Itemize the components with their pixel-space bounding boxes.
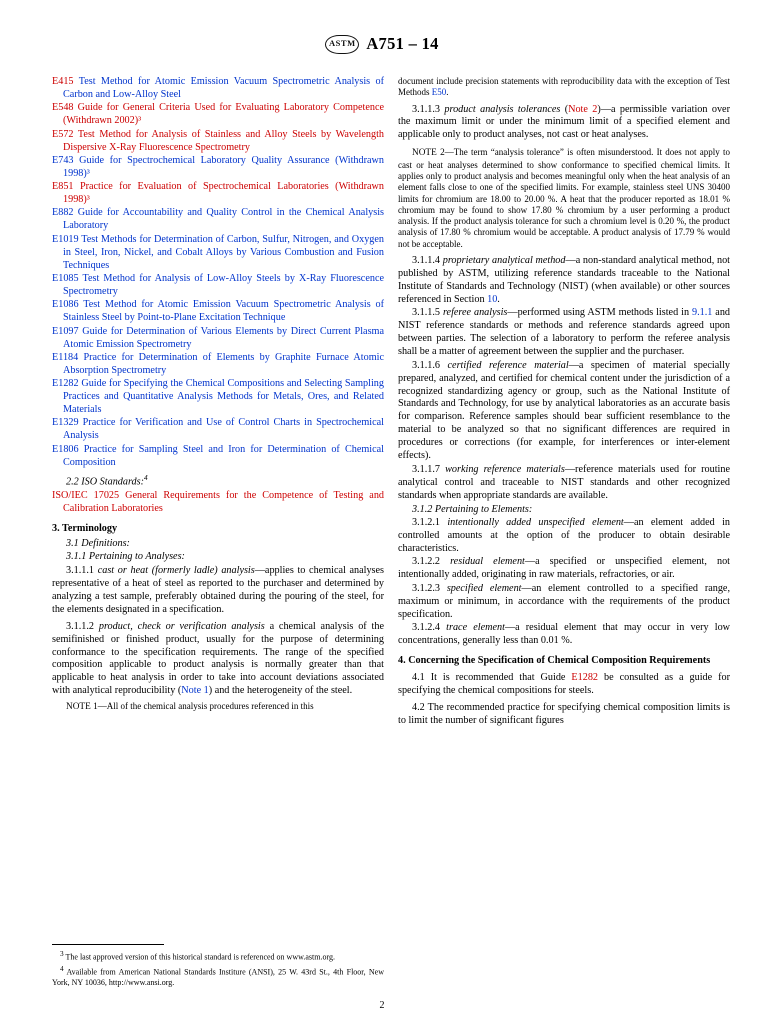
reference-title: Practice for Determination of Elements by Graphite Furnace Atomic Absorption Spectrometry [63, 351, 384, 376]
reference-id[interactable]: E572 [52, 128, 74, 140]
reference-id[interactable]: E548 [52, 102, 74, 114]
paragraph-text-end: ) and the heterogeneity of the steel. [208, 685, 353, 697]
footnote-item [52, 949, 384, 963]
footnote-text: Available from American National Standards Institure (ANSI), 25 W. 43rd St., 4th Floor, New York, NY 10036, http://www.ansi.org. [52, 967, 384, 988]
reference-item[interactable] [52, 299, 384, 325]
reference-title: Guide for General Criteria Used for Evaluating Laboratory Competence (Withdrawn 2002)³ [63, 102, 384, 127]
reference-item[interactable] [52, 207, 384, 233]
paragraph-3-1-1-1 [52, 565, 384, 617]
reference-id[interactable]: E1019 [52, 233, 79, 245]
note-1-continued [398, 76, 730, 99]
defined-term: certified reference material [447, 359, 569, 371]
paragraph-text: —an element controlled to a specified range, maximum or minimum, in accordance with the requirements of the product specification. [398, 582, 730, 620]
paragraph-3-1-2-2 [398, 556, 730, 582]
note-continued-text: document include precision statements with reproducibility data with the exception of Test Methods [398, 76, 730, 98]
note-2 [398, 147, 730, 250]
note-cross-reference[interactable]: Note 1 [181, 685, 209, 697]
reference-title: Practice for Evaluation of Spectrochemical Laboratories (Withdrawn 1998)³ [63, 181, 384, 206]
reference-item[interactable] [52, 378, 384, 417]
footnote-marker: 4 [60, 964, 64, 974]
paragraph-3-1-1-7 [398, 464, 730, 503]
footnote-text: The last approved version of this historical standard is referenced on www.astm.org. [63, 952, 335, 962]
paragraph-text: —performed using ASTM methods listed in [507, 307, 692, 319]
paragraph-text: —a non-standard analytical method, not published by ASTM, utilizing reference standards traceable to the National Institute of Standards and Technology (NIST) (when available) or other sources referenced in Section [398, 254, 730, 305]
paragraph-text: a chemical analysis of the semifinished or finished product, usually for the purpose of determining conformance to the specification requirements. The range of the specified composition applicable to product analysis is normally greater than that applicable to heat analysis in order to take into account deviations associated with analytical reproducibility ( [52, 620, 384, 697]
reference-id[interactable]: E1184 [52, 351, 79, 363]
reference-title: Guide for Spectrochemical Laboratory Quality Assurance (Withdrawn 1998)³ [63, 154, 384, 179]
reference-id[interactable]: E851 [52, 181, 74, 193]
paragraph-3-1-1-4 [398, 255, 730, 307]
reference-id[interactable]: E1282 [52, 378, 79, 390]
page-number: 2 [379, 1000, 385, 1011]
paragraph-3-1-1-5 [398, 307, 730, 359]
footnote-rule [52, 944, 164, 945]
defined-term: cast or heat (formerly ladle) analysis [97, 564, 255, 576]
defined-term: trace element [446, 622, 505, 634]
reference-item[interactable] [52, 181, 384, 207]
reference-id[interactable]: ISO/IEC 17025 [52, 490, 120, 502]
paragraph-3-1-1-6 [398, 360, 730, 464]
reference-item[interactable] [52, 273, 384, 299]
paragraph-text-end: and NIST reference standards or methods and reference standards agreed upon between parties. The selection of a laboratory to perform the referee analysis shall be a matter of agreement between the supplier and the purchaser. [398, 307, 731, 358]
left-column [52, 76, 384, 714]
paragraph-text: —a permissible variation over the maximum limit or under the minimum limit of a specified element and applicable only to product analyses, not cast or heat analyses. [398, 103, 730, 141]
paragraph-text: —an element added in controlled amounts at the option of the producer to obtain desirable characteristics. [398, 517, 731, 554]
section-heading-4: 4. Concerning the Specification of Chemical Composition Requirements [398, 655, 711, 667]
reference-title: Test Methods for Determination of Carbon, Sulfur, Nitrogen, and Oxygen in Steel, Iron, Nickel, and Cobalt Alloys by Various Combustion and Fusion Techniques [63, 233, 384, 271]
right-column [398, 76, 730, 728]
paragraph-number: 3.1.1.4 [412, 254, 441, 266]
iso-heading-text: 2.2 ISO Standards: [66, 476, 145, 488]
reference-item[interactable] [52, 155, 384, 181]
section-heading-terminology: 3. Terminology [52, 522, 118, 534]
reference-title: Test Method for Analysis of Stainless and Alloy Steels by Wavelength Dispersive X-Ray Fluorescence Spectrometry [63, 128, 384, 153]
paragraph-number: 3.1.1.7 [412, 463, 441, 475]
paragraph-4-2 [398, 702, 730, 728]
paragraph-number: 3.1.1.5 [412, 307, 441, 319]
footnotes [52, 944, 384, 989]
reference-id[interactable]: E1085 [52, 273, 79, 285]
astm-logo-text: ASTM [329, 37, 356, 48]
note-cross-reference[interactable]: Note 2 [568, 103, 598, 115]
defined-term: product analysis tolerances [444, 103, 561, 115]
paragraph-text: The recommended practice for specifying chemical composition limits is to limit the number of significant figures [398, 701, 730, 726]
iso-heading-footnote-marker: 4 [144, 472, 148, 482]
reference-id[interactable]: E882 [52, 207, 74, 219]
paragraph-text: —a specimen of material specially prepared, analyzed, and certified for chemical content under the jurisdiction of a recognized standardizing agency or group, such as the National Institute of Standards and Technology, for use by analytical laboratories as an accurate basis for comparison. Reference samples should bear sufficient resemblance to the material to be analyzed so that no significant differences are required in procedures or corrections (for example, for interferences or inter-element effects). [398, 359, 730, 462]
footnote-marker: 3 [60, 949, 64, 958]
reference-id[interactable]: E743 [52, 154, 74, 166]
paragraph-text: It is recommended that Guide [424, 672, 572, 684]
reference-title: Practice for Sampling Steel and Iron for Determination of Chemical Composition [63, 443, 384, 468]
document-header [0, 34, 764, 54]
paragraph-number: 4.2 [412, 701, 425, 713]
paragraph-number: 4.1 [412, 672, 425, 684]
document-designation: A751 – 14 [366, 34, 439, 53]
section-cross-reference[interactable]: 9.1.1 [691, 307, 713, 319]
reference-item[interactable] [52, 76, 384, 102]
note-continued-text-end: . [446, 87, 449, 98]
paragraph-3-1-2-4 [398, 622, 730, 648]
defined-term: intentionally added unspecified element [447, 517, 624, 529]
reference-item[interactable] [52, 444, 384, 470]
paragraph-3-1-2-1 [398, 517, 730, 556]
footnote-item [52, 964, 384, 988]
standard-cross-reference[interactable]: E50 [431, 87, 447, 98]
reference-id[interactable]: E1329 [52, 417, 79, 429]
paragraph-text: —a residual element that may occur in very low concentrations, generally less than 0.01 %. [398, 622, 731, 647]
paragraph-text-end: . [497, 293, 500, 305]
defined-term: proprietary analytical method [442, 254, 566, 266]
reference-title: General Requirements for the Competence of Testing and Calibration Laboratories [63, 490, 385, 514]
reference-title: Guide for Determination of Various Elements by Direct Current Plasma Atomic Emission Spectrometry [63, 325, 384, 350]
iso-standards-heading [52, 473, 384, 489]
reference-item[interactable] [52, 352, 384, 378]
defined-term: residual element [450, 556, 525, 568]
reference-title: Practice for Verification and Use of Control Charts in Spectrochemical Analysis [63, 417, 384, 442]
reference-item[interactable] [52, 129, 384, 155]
defined-term: working reference materials [445, 463, 565, 475]
reference-item[interactable] [52, 417, 384, 443]
paragraph-number: 3.1.2.4 [412, 622, 441, 634]
reference-id[interactable]: E1086 [52, 299, 79, 311]
reference-item[interactable] [52, 102, 384, 128]
paragraph-number: 3.1.2.2 [412, 556, 441, 568]
standard-cross-reference[interactable]: E1282 [571, 672, 599, 684]
paragraph-4-1 [398, 672, 730, 698]
paragraph-text-end: be consulted as a guide for specifying the chemical compositions for steels. [398, 672, 730, 696]
defined-term: referee analysis [442, 307, 508, 319]
defined-term: product, check or verification analysis [98, 620, 265, 632]
note-label: NOTE 1 [66, 702, 98, 713]
paragraph-number: 3.1.1.1 [66, 564, 95, 576]
reference-title: Guide for Specifying the Chemical Compositions and Selecting Sampling Practices and Quantitative Analysis Methods for Metals, Ores, and Related Materials [63, 378, 384, 416]
reference-item[interactable] [52, 234, 384, 273]
note-label: NOTE 2 [412, 148, 445, 159]
paragraph-text: —applies to chemical analyses representative of a heat of steel as reported to the purchaser and determined by analyzing a test sample, preferably obtained during the pouring of the steel, for the elements designated in a specification. [52, 564, 385, 615]
defined-term: specified element [446, 582, 522, 594]
paragraph-3-1-1-3: 3.1.1.3 product analysis tolerances (Note 2)—a permissible variation over the maximum limit or under the minimum limit of a specified element and applicable only to product analyses, not cast or heat analyses. [398, 103, 730, 141]
astm-logo-icon [325, 35, 359, 54]
reference-title: Guide for Accountability and Quality Control in the Chemical Analysis Laboratory [63, 207, 384, 232]
subsection-pertaining-elements: 3.1.2 Pertaining to Elements: [412, 503, 533, 515]
note-text: —The term “analysis tolerance” is often misunderstood. It does not apply to cast or heat analyses determined to show conformance to specified chemical limits. It applies only to product analysis and becomes meaningful only when the heat analysis of an element falls close to one of the specified limits. For example, stainless steel UNS 30400 limits for chromium are 18.00 to 20.00 %. A heat that the producer reported as 18.01 % chromium may be found to show 17.80 % chromium by a user performing a product analysis. If the product analysis tolerance for such a chromium level is 0.20 %, the product analysis of 17.80 % chromium would be acceptable. A product analysis of 17.79 % would not be acceptable. [398, 147, 730, 249]
paragraph-3-1-2-3 [398, 583, 730, 622]
note-1 [52, 701, 384, 714]
reference-id[interactable]: E1097 [52, 325, 79, 337]
section-cross-reference[interactable]: 10 [487, 293, 498, 305]
note-text: —All of the chemical analysis procedures referenced in this [97, 701, 314, 712]
paragraph-number: 3.1.1.6 [412, 359, 441, 371]
reference-title: Test Method for Atomic Emission Vacuum Spectrometric Analysis of Carbon and Low-Alloy Steel [63, 76, 384, 100]
reference-item[interactable] [52, 490, 384, 516]
reference-id[interactable]: E415 [52, 76, 74, 87]
paragraph-text: —a specified or unspecified element, not intentionally added, originating in raw materials, refractories, or air. [398, 556, 730, 581]
reference-item[interactable] [52, 326, 384, 352]
paragraph-number: 3.1.2.3 [412, 582, 441, 594]
reference-title: Test Method for Analysis of Low-Alloy Steels by X-Ray Fluorescence Spectrometry [63, 273, 384, 297]
reference-id[interactable]: E1806 [52, 443, 79, 455]
paragraph-3-1-1-2 [52, 621, 384, 699]
paragraph-number: 3.1.1.3 [412, 103, 441, 115]
paragraph-text: —reference materials used for routine analytical control and traceable to NIST standards and other recognized standards when appropriate standards are available. [398, 463, 730, 501]
paragraph-number: 3.1.1.2 [66, 620, 95, 632]
subsection-pertaining-analyses: 3.1.1 Pertaining to Analyses: [66, 551, 185, 563]
paragraph-number: 3.1.2.1 [412, 517, 441, 529]
reference-title: Test Method for Atomic Emission Vacuum Spectrometric Analysis of Stainless Steel by Point-to-Plane Excitation Technique [63, 299, 384, 324]
subsection-definitions: 3.1 Definitions: [66, 537, 130, 549]
